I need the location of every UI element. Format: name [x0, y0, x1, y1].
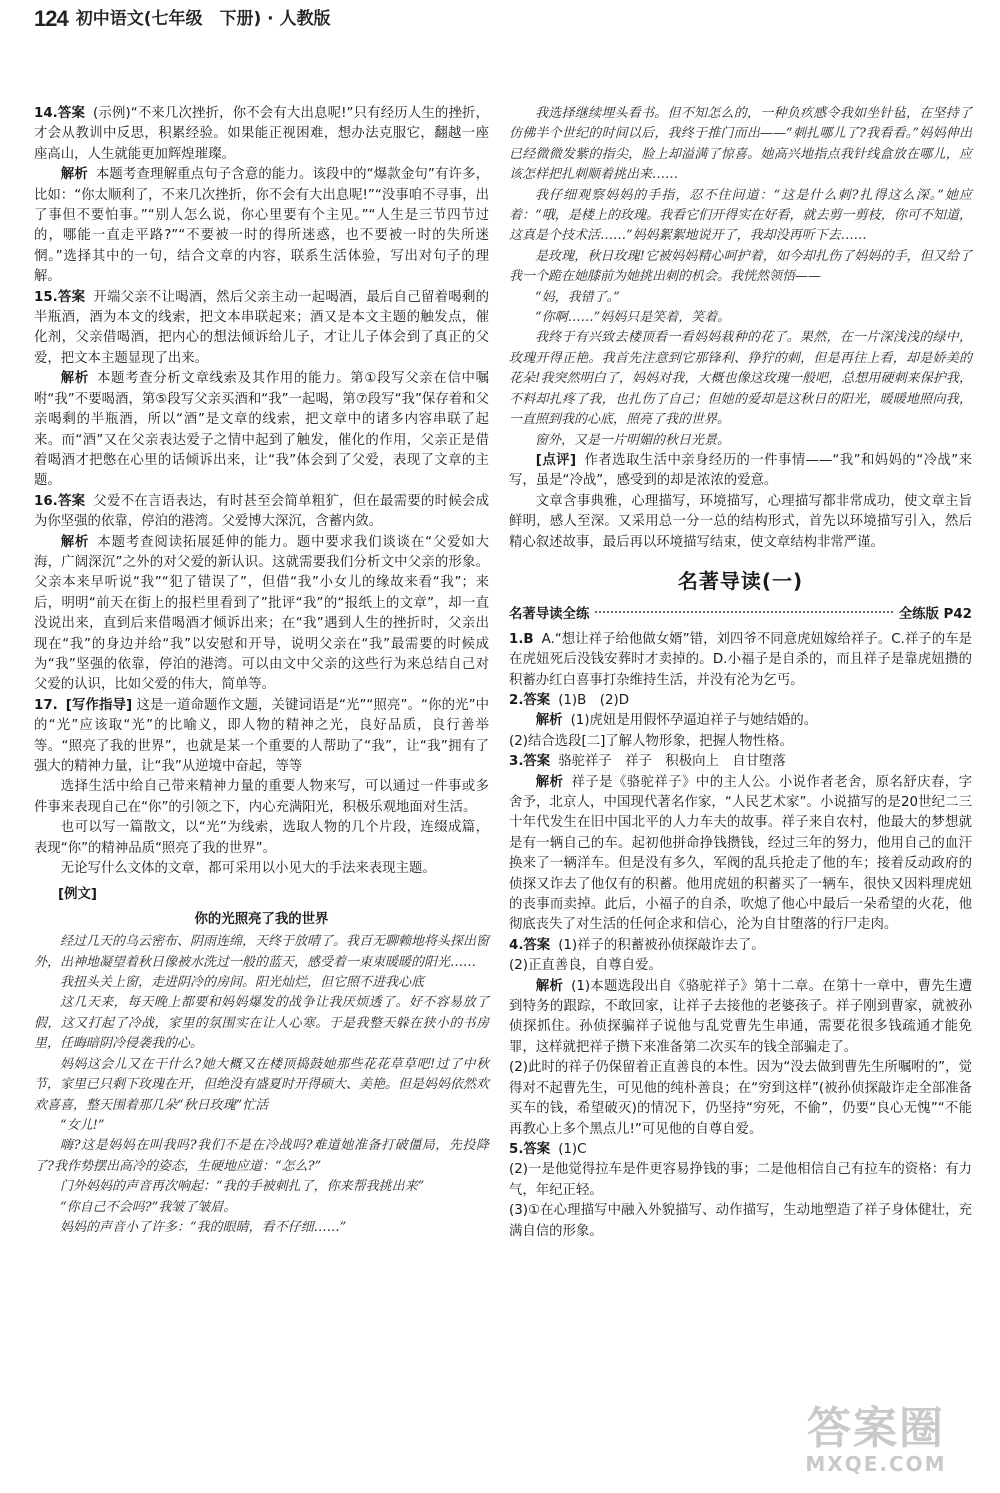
a1-answer: 1.B A.“想让祥子给他做女婿”错，刘四爷不同意虎妞嫁给祥子。C.祥子的车是在虎妞死后没钱安葬时才卖掉的。D.小福子是自杀的，而且祥子是靠虎妞攒的积蓄办红白喜事打杂维持生活，并没有沦为乞丐。: [509, 631, 972, 688]
practice-header: [509, 605, 972, 625]
a4-answer-2: (2)正直善良，自尊自爱。: [509, 958, 662, 974]
q17-guide-2: 选择生活中给自己带来精神力量的重要人物来写，可以通过一件事或多件事来表现自己在“你”的引领之下，内心充满阳光，积极乐观地面对生活。: [34, 779, 489, 815]
essay-paragraph: 我仔细观察妈妈的手指，忍不住问道：“这是什么刺?扎得这么深。”她应着：“哦，是楼上的玫瑰。我看它们开得实在好看，就去剪一剪枝，你可不知道，这真是个技术活……”妈妈絮絮地说开了，我却没再听下去……: [509, 187, 972, 244]
essay-paragraph: 我选择继续埋头看书。但不知怎么的，一种负疚感令我如坐针毡，在坚持了仿佛半个世纪的时间以后，我终于推门而出——“刺扎哪儿了?我看看。”妈妈伸出已经微微发紫的指尖，脸上却溢满了惊喜。她高兴地指点我针线盒放在哪儿，应该怎样把扎刺顺着挑出来……: [509, 106, 972, 183]
practice-ref: 全练版 P42: [898, 607, 972, 623]
essay-paragraph: 我扭头关上窗，走进阴冷的房间。阳光灿烂，但它照不进我心底: [60, 975, 425, 991]
essay-paragraph: 经过几天的乌云密布、阴雨连绵，天终于放晴了。我百无聊赖地将头探出窗外，出神地凝望着秋日像被水洗过一般的蓝天，感受着一束束暖暖的阳光……: [34, 934, 490, 970]
essay-paragraph: “妈，我错了。”: [535, 289, 620, 305]
book-title: 初中语文(七年级 下册) · 人教版: [75, 8, 331, 29]
essay-paragraph: 这几天来，每天晚上都要和妈妈爆发的战争让我厌烦透了。好不容易放了假，这又打起了冷战，家里的氛围实在让人心寒。于是我整天躲在狭小的书房里，任晦暗阴冷侵袭我的心。: [34, 995, 489, 1052]
essay-comment: [点评] 作者选取生活中亲身经历的一件事情——“我”和妈妈的“冷战”来写，虽是“冷战”，感受到的却是浓浓的爱意。: [509, 452, 972, 489]
essay-paragraph: 妈妈的声音小了许多：“我的眼睛，看不仔细……”: [60, 1219, 347, 1235]
a5-answer-2: (2)一是他觉得拉车是件更容易挣钱的事；二是他相信自己有拉车的资格：有力气，年纪正轻。: [509, 1162, 972, 1198]
q16-answer: 16.答案 父爱不在言语表达，有时甚至会简单粗犷，但在最需要的时候会成为你坚强的依靠，停泊的港湾。父爱博大深沉，含蓄内敛。: [34, 493, 489, 530]
a2-analysis-2: (2)结合选段[二]了解人物形象，把握人物性格。: [509, 733, 793, 749]
essay-comment-2: 文章含事典雅，心理描写，环境描写，心理描写都非常成功，使文章主旨鲜明，感人至深。又采用总一分一总的结构形式，首先以环境描写引入，然后精心叙述故事，最后再以环境描写结束，使文章结构非常严谨。: [509, 493, 972, 550]
q17-guide-3: 也可以写一篇散文，以“光”为线索，选取人物的几个片段，连缀成篇，表现“你”的精神品质“照亮了我的世界”。: [34, 820, 489, 856]
essay-paragraph: 门外妈妈的声音再次响起：“我的手被刺扎了，你来帮我挑出来”: [60, 1179, 425, 1195]
essay-paragraph: “你自己不会吗?”我皱了皱眉。: [60, 1199, 237, 1215]
essay-paragraph: 窗外，又是一片明媚的秋日光景。: [535, 432, 731, 448]
a3-analysis: 解析 祥子是《骆驼祥子》中的主人公。小说作者老舍，原名舒庆春，字舍予，北京人，中国现代著名作家，“人民艺术家”。小说描写的是20世纪二三十年代发生在旧中国北平的人力车夫的故事。祥子来自农村，他最大的梦想就是有一辆自己的车。起初他拼命挣钱攒钱，经过三年的努力，他用自己的血汗换来了一辆洋车。但是没有多久，军阀的乱兵抢走了他的车；接着反动政府的侦探又诈去了他仅有的积蓄。他用虎妞的积蓄买了一辆车，很快又因料理虎妞的丧事而卖掉。此后，小福子的自杀，吹熄了他心中最后一朵希望的火花，他彻底丧失了对生活的任何企求和信心，沦为自甘堕落的行尸走肉。: [509, 774, 972, 933]
page-header: [34, 2, 331, 36]
a4-answer: 4.答案 (1)祥子的积蓄被孙侦探敲诈去了。: [509, 937, 765, 953]
q17-guide: 17. [写作指导] 这是一道命题作文题，关键词语是“光”“照亮”。“你的光”中的“光”应该取“光”的比喻义，即人物的精神之光，良好品质，良行善举等。“照亮了我的世界”，也就是某一个重要的人帮助了“我”，让“我”拥有了强大的精神力量，让“我”从逆境中奋起，等等: [34, 697, 490, 774]
section-title: 名著导读(一): [677, 568, 804, 593]
a2-answer: 2.答案 (1)B (2)D: [509, 692, 630, 708]
essay-title: 你的光照亮了我的世界: [194, 911, 329, 927]
q14-analysis: 解析 本题考查理解重点句子含意的能力。该段中的“爆款金句”有许多，比如：“你太顺利了，不来几次挫折，你不会有大出息呢!”“没事咱不寻事，出了事但不要怕事。”“别人怎么说，你心里要有个主见。”“人生是三节四节过的，哪能一直走平路?”“不要被一时的得所迷惑，也不要被一时的失所迷惘。”选择其中的一句，结合文章的内容，联系生活体验，写出对句子的理解。: [34, 167, 490, 285]
a4-analysis-2: (2)此时的祥子仍保留着正直善良的本性。因为“没去做到曹先生所嘱咐的”，觉得对不起曹先生，可见他的纯朴善良；在“穷到这样”(被孙侦探敲诈走全部准备买车的钱，希望破灭)的情况下，仍坚持“穷死，不偷”，仍要“良心无愧”“不能再教心上多个黑点儿!”可见他的自尊自爱。: [509, 1060, 972, 1137]
a4-analysis: 解析 (1)本题选段出自《骆驼祥子》第十二章。在第十一章中，曹先生遭到特务的跟踪，不敢回家，让祥子去接他的老婆孩子。祥子刚到曹家，就被孙侦探抓住。孙侦探骗祥子说他与乱党曹先生串通，需要花很多钱疏通才能免罪，这样就把祥子攒下来准备第二次买车的钱全部骗走了。: [509, 978, 973, 1055]
a3-answer: 3.答案 骆驼祥子 祥子 积极向上 自甘堕落: [509, 754, 786, 770]
site-watermark: 答案圈 MXQE.COM: [805, 1403, 947, 1476]
a5-answer-3: (3)①在心理描写中融入外貌描写、动作描写，生动地塑造了祥子身体健壮，充满自信的形象。: [509, 1203, 972, 1239]
q15-answer: 15.答案 开端父亲不让喝酒，然后父亲主动一起喝酒，最后自己留着喝剩的半瓶酒，酒为本文的线索，把文本串联起来；酒又是本文主题的触发点，催化剂，父亲借喝酒，把内心的想法倾诉给儿子，才让儿子体会到了真正的父爱，把文本主题显现了出来。: [34, 289, 489, 366]
q16-analysis: 解析 本题考查阅读拓展延伸的能力。题中要求我们谈谈在“父爱如大海，广阔深沉”之外的对父爱的新认识。这就需要我们分析文中父亲的形象。父亲本来早听说“我”“犯了错误了”，但借“我”小女儿的缘故来看“我”；来后，明明“前天在街上的报栏里看到了”批评“我”的“报纸上的文章”，却一直没说出来，直到后来借喝酒才倾诉出来；在“我”遇到人生的挫折时，父亲出现在“我”的身边并给“我”以安慰和开导，说明父亲在“我”最需要的时候成为“我”坚强的依靠，停泊的港湾。可以由文中父亲的这些行为来总结自己对父爱的认识，比如父爱的伟大，简单等。: [34, 534, 490, 693]
practice-title: 名著导读全练: [509, 607, 590, 623]
page-number: 124: [34, 5, 68, 31]
q15-analysis: 解析 本题考查分析文章线索及其作用的能力。第①段写父亲在信中嘱咐“我”不要喝酒，第⑤段写父亲买酒和“我”一起喝，第⑦段写“我”保存着和父亲喝剩的半瓶酒，所以“酒”是文章的线索，把文章中的诸多内容串联了起来。而“酒”又在父亲表达爱子之情中起到了触发，催化的作用，父亲正是借着喝酒才把憋在心里的话倾诉出来，让“我”体会到了父爱，表现了文章的主题。: [34, 371, 489, 489]
a2-analysis: 解析 (1)虎妞是用假怀孕逼迫祥子与她结婚的。: [535, 713, 818, 729]
essay-paragraph: 是玫瑰，秋日玫瑰!它被妈妈精心呵护着，如今却扎伤了妈妈的手，但又给了我一个跪在她膝前为她挑出刺的机会。我恍然领悟——: [509, 248, 972, 285]
example-label: [例文]: [58, 887, 98, 903]
q17-guide-4: 无论写什么文体的文章，都可采用以小见大的手法来表现主题。: [60, 861, 436, 877]
left-column: [34, 104, 489, 1238]
q14-answer: 14.答案 (示例)“不来几次挫折，你不会有大出息呢!”只有经历人生的挫折，才会从教训中反思，积累经验。如果能正视困难，想办法克服它，翻越一座座高山，人生就能更加辉煌璀璨。: [34, 106, 489, 162]
essay-paragraph: 嗨?这是妈妈在叫我吗?我们不是在冷战吗?难道她准备打破僵局，先投降了?我作势摆出高冷的姿态，生硬地应道：“怎么?”: [34, 1138, 489, 1174]
essay-paragraph: “女儿!”: [60, 1117, 105, 1133]
essay-paragraph: “你啊……”妈妈只是笑着，笑着。: [535, 310, 731, 326]
right-column: [509, 104, 972, 1242]
essay-paragraph: 我终于有兴致去楼顶看一看妈妈栽种的花了。果然，在一片深浅浅的绿中，玫瑰开得正艳。我首先注意到它那锋利、狰狞的刺，但是再往上看，却是娇美的花朵!我突然明白了，妈妈对我，大概也像这玫瑰一般吧，总想用硬刺来保护我，不料却扎疼了我，也扎伤了自己；但她的爱却是这秋日的阳光，暖暖地照向我，一直照到我的心底，照亮了我的世界。: [509, 330, 972, 428]
a5-answer: 5.答案 (1)C: [509, 1141, 587, 1157]
dotted-leader: [595, 611, 892, 613]
essay-paragraph: 妈妈这会儿又在干什么?她大概又在楼顶捣鼓她那些花花草草吧!过了中秋节，家里已只剩下玫瑰在开，但绝没有盛夏时开得硕大、美艳。但是妈妈依然欢欢喜喜，整天围着那几朵“秋日玫瑰”忙活: [34, 1056, 490, 1113]
